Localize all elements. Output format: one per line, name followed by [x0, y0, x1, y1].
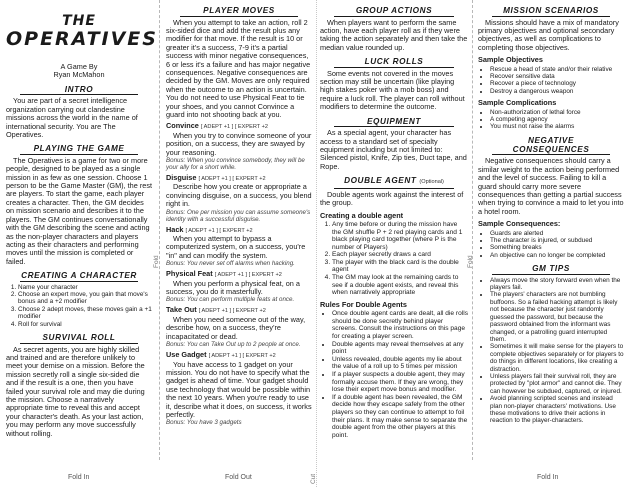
footer-fold-out: Fold Out — [225, 474, 252, 481]
list-item: • Recover a piece of technology — [490, 80, 624, 87]
move-tag: [ ADEPT +1 ] [ EXPERT +2 — [208, 353, 276, 360]
group-actions-heading: GROUP ACTIONS — [334, 6, 454, 17]
move-name: Physical Feat — [166, 269, 213, 279]
fold-label-2: Fold — [467, 255, 474, 268]
intro-heading: INTRO — [20, 85, 138, 96]
move-physical-feat — [166, 270, 312, 303]
move-use-gadget — [166, 351, 312, 426]
list-item: • If a double agent has been revealed, the GM decide how they escape safely from the other players so they can continue to attempt to foil their plans. It may make sense to separate the double agent from the other players at this point. — [332, 394, 468, 440]
fold-label-1: Fold — [153, 255, 160, 268]
footer-fold-in-left: Fold In — [68, 474, 90, 481]
column-4 — [478, 6, 624, 426]
list-item: • Unless revealed, double agents my lie about the value of a roll up to 5 times per mission — [332, 356, 468, 371]
consequences-list — [478, 230, 624, 260]
list-item: 1. Name your character — [18, 284, 152, 291]
column-3 — [320, 6, 468, 440]
list-item: • Non-authorization of lethal force — [490, 109, 624, 116]
playing-heading: PLAYING THE GAME — [20, 144, 138, 155]
double-agent-steps — [320, 221, 468, 297]
move-bonus: Bonus: You never set off alarms when hacking. — [166, 260, 295, 268]
survival-text: As secret agents, you are highly skilled and trained and are therefore unlikely to meet your demise on a mission. Before the mission secretly roll a single six-sided die and if the result is a one, then you have failed your survival role and may die during the mission. Choose a narratively appropriate time to reveal this and accept your character's death. As your last action, you may perform any move successfully without rolling. — [6, 344, 145, 438]
double-agent-rules — [320, 310, 468, 439]
list-item: • Unless players fail their survival roll, they are protected by "plot armor" and cannot die. They can however be subdued, captured, or injured. — [490, 373, 624, 395]
move-bonus: Bonus: You can Take Out up to 2 people at once. — [166, 341, 301, 349]
list-item: 3. The player with the black card is the double agent — [332, 259, 468, 274]
move-tag: [ ADEPT +1 ] [ EXPERT +2 — [200, 124, 269, 131]
equipment-text: As a special agent, your character has access to a standard set of specialty equipment including but not limited to: Silenced pistol, Knife, Zip ties, Duct tape, and Rope. — [320, 128, 467, 171]
negative-text: Negative consequences should carry a similar weight to the action being performed and the level of success. Failing to kill a guard should carry more severe consequences than getting a partial success when trying to convince a maid to let you into a hotel room. — [478, 156, 624, 216]
gm-tips-list — [478, 277, 624, 425]
move-name: Take Out — [166, 305, 197, 315]
fold-line-2 — [472, 0, 473, 460]
player-moves-heading: PLAYER MOVES — [180, 6, 298, 17]
cut-label: Cut — [310, 473, 317, 484]
list-item: • Something breaks — [490, 244, 624, 251]
list-item: • An objective can no longer be completed — [490, 252, 624, 259]
intro-text: You are part of a secret intelligence organization carrying out clandestine missions across the world in the name of international security. You are The Operatives. — [6, 96, 138, 139]
move-tag: [ ADEPT +1 ] [ EXPERT +2 — [185, 227, 253, 234]
list-item: 2. Each player secretly draws a card — [332, 251, 468, 259]
playing-text: The Operatives is a game for two or more people, designed to be played as a single mission in as few as one session. Choose 1 person to be the Game Master (GM), the rest are players. To start the game, each player creates a character. Then, the GM decides on mission scenario and describes it to the players. The GM continues conversationally with the GM describing the scene and acting as the non-player characters and players acting as their characters and performing moves until the mission is completed or failed. — [6, 155, 152, 266]
byline — [6, 63, 152, 80]
list-item: • If a player suspects a double agent, they may formally accuse them. If they are wrong, they lose their expert move bonus and modifier. — [332, 371, 468, 394]
title-line-1: THE — [62, 13, 96, 29]
move-bonus: Bonus: You can perform multiple feats at once. — [166, 296, 295, 304]
title-line-2: OPERATIVES — [6, 28, 158, 50]
move-desc: When you need someone out of the way, describe how, on a success, they're incapacitated or dead. — [166, 314, 306, 341]
complications-list — [478, 109, 624, 131]
double-agent-intro: Double agents work against the interest of the group. — [320, 189, 464, 208]
move-disguise — [166, 174, 312, 223]
list-item: • Rescue a head of state and/or their relative — [490, 66, 624, 73]
move-desc: When you perform a physical feat, on a success, you do it masterfully. — [166, 278, 300, 297]
move-take-out — [166, 306, 312, 348]
equipment-heading: EQUIPMENT — [334, 117, 454, 128]
list-item: • Avoid planning scripted scenes and instead plan non-player characters' motivations. Use these motivations to drive their actions in reaction to the player-characters. — [490, 395, 624, 425]
list-item: • Always move the story forward even when the players fail. — [490, 277, 624, 292]
list-item: • Recover sensitive data — [490, 73, 624, 80]
column-2 — [166, 6, 312, 426]
group-actions-text: When players want to perform the same action, have each player roll as if they were taking the action separately and then take the median value rounded up. — [320, 17, 468, 52]
sample-consequences-title: Sample Consequences: — [478, 219, 561, 229]
list-item: 4. The GM may look at the remaining cards to see if a double agent exists, and reveal this when narratively appropriate — [332, 274, 468, 297]
list-item: • The players' characters are not bumbling buffoons. So a failed hacking attempt is likely not because the character just randomly guessed the password, but because the password obtained from the informant was changed, or a patrolling guard interrupted them. — [490, 291, 624, 343]
double-agent-creating-title: Creating a double agent — [320, 210, 404, 220]
move-name: Use Gadget — [166, 350, 207, 360]
luck-heading: LUCK ROLLS — [334, 57, 454, 68]
move-tag: [ ADEPT +1 ] [ EXPERT +2 — [198, 176, 266, 182]
move-convince — [166, 122, 312, 171]
fold-line-1 — [159, 0, 160, 460]
list-item: • You must not raise the alarms — [490, 123, 624, 130]
move-desc: When you attempt to bypass a computerized system, on a success, you're "in" and can modify the system. — [166, 234, 306, 260]
double-agent-heading — [334, 176, 454, 189]
move-desc: When you try to convince someone of your position, on a success, they are swayed by your reasoning. — [166, 130, 312, 157]
creating-heading: CREATING A CHARACTER — [21, 271, 137, 281]
mission-text: Missions should have a mix of mandatory primary objectives and optional secondary objectives, as well as complications to completing those objectives. — [478, 17, 619, 52]
list-item: • Double agents may reveal themselves at any point — [332, 341, 468, 356]
list-item: • A competing agency — [490, 116, 624, 123]
move-name: Convince — [166, 121, 199, 131]
luck-text: Some events not covered in the moves section may still be uncertain (like playing high stakes poker with a mob boss) and require a luck roll. The player can roll without modifiers to determine the outcome. — [320, 68, 465, 112]
creating-steps — [6, 284, 152, 328]
list-item: 4. Roll for survival — [18, 321, 152, 328]
player-moves-intro: When you attempt to take an action, roll 2 six-sided dice and add the result plus any modifier for that move. If the result is 10 or greater it's a success, 7-9 it's a partial success with minor negative consequences, 6 or less it's a failure and has major negative consequences. Negative consequences are decided by the GM. Moves are only required when the outcome to an action is uncertain. You do not need to use Physical Feat to tie your shoes, and you cannot Convince a guard into not shooting back at you. — [166, 17, 311, 119]
objectives-list — [478, 66, 624, 96]
list-item: 3. Choose 2 adept moves, these moves gain a +1 modifier — [18, 306, 152, 321]
objectives-title: Sample Objectives — [478, 55, 543, 65]
move-desc: You have access to 1 gadget on your mission. You do not have to specify what the gadget is ahead of time. Your gadget should use technology that would be possible within the next 10 years. When you're ready to use it, describe what it does, on success, it works perfectly. — [166, 359, 312, 419]
move-name: Hack — [166, 224, 184, 234]
list-item: • Guards are alerted — [490, 230, 624, 237]
gm-tips-heading: GM TIPS — [492, 264, 610, 275]
double-agent-optional: (Optional) — [419, 179, 444, 186]
cut-line — [316, 0, 317, 487]
list-item: 2. Choose an expert move, you gain that move's bonus and a +2 modifier — [18, 291, 152, 306]
footer-fold-in-right: Fold In — [537, 474, 559, 481]
list-item: • The character is injured, or subdued — [490, 237, 624, 244]
complications-title: Sample Complications — [478, 98, 557, 108]
move-bonus: Bonus: When you convince somebody, they will be your ally for a short while. — [166, 157, 305, 171]
double-agent-rules-title: Rules For Double Agents — [320, 299, 407, 309]
negative-heading: NEGATIVE CONSEQUENCES — [492, 136, 610, 156]
list-item: 1. Any time before or during the mission have the GM shuffle P + 2 red playing cards and 1 black playing card together (where P is the number of Players) — [332, 221, 468, 251]
move-bonus: Bonus: One per mission you can assume someone's identity with a successful disguise. — [166, 208, 311, 223]
survival-heading: SURVIVAL ROLL — [20, 333, 138, 344]
move-tag: [ ADEPT +1 ] [ EXPERT +2 — [214, 272, 282, 279]
list-item: • Destroy a dangerous weapon — [490, 88, 624, 95]
mission-heading: MISSION SCENARIOS — [492, 6, 610, 17]
move-tag: [ ADEPT +1 ] [ EXPERT +2 — [198, 308, 266, 315]
list-item: • Sometimes it will make sense for the players to complete objectives separately or for players to do things in different locations, like creating a distraction. — [490, 343, 624, 373]
move-hack — [166, 226, 312, 268]
move-bonus: Bonus: You have 3 gadgets — [166, 419, 242, 427]
list-item: • Once double agent cards are dealt, all die rolls should be done secretly behind player screens. Consult the instructions on this page for creating a player screen. — [332, 310, 468, 340]
byline-label: A Game By — [60, 62, 98, 71]
move-name: Disguise — [166, 173, 197, 182]
byline-author: Ryan McMahon — [53, 70, 105, 80]
double-agent-title: DOUBLE AGENT — [344, 176, 417, 186]
move-desc: Describe how you create or appropriate a convincing disguise, on a success, you blend right in. — [166, 182, 312, 209]
